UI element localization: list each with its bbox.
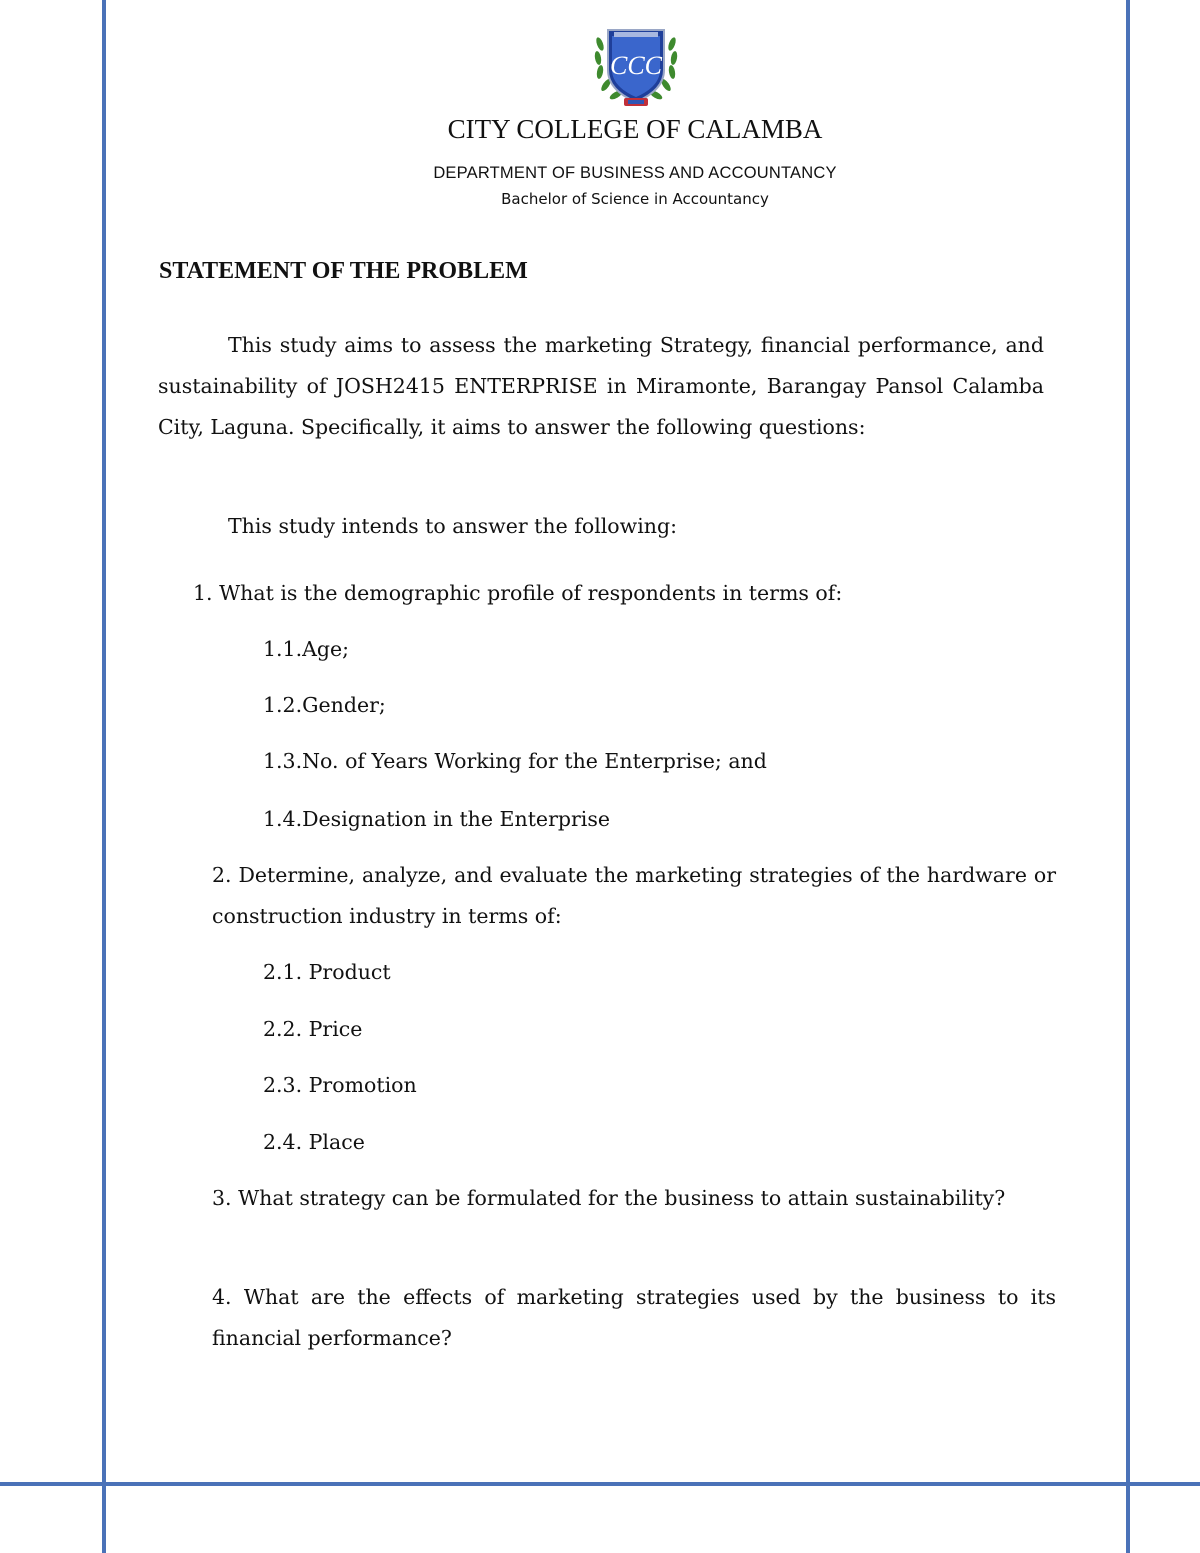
question-1-subitem: 1.3.No. of Years Working for the Enterprise; and: [263, 749, 767, 773]
intro-paragraph: This study aims to assess the marketing Strategy, financial performance, and sustainability of JOSH2415 ENTERPRISE in Miramonte, Barangay Pansol Calamba City, Laguna. Specifically, it aims to answer the following questions:: [158, 333, 1044, 439]
question-2-subitem: 2.3. Promotion: [263, 1073, 417, 1097]
question-2: 2. Determine, analyze, and evaluate the marketing strategies of the hardware or construction industry in terms of:: [212, 863, 1056, 928]
college-name: CITY COLLEGE OF CALAMBA: [447, 114, 823, 144]
question-1-subitem: 1.2.Gender;: [263, 693, 386, 717]
program-name: Bachelor of Science in Accountancy: [501, 190, 769, 208]
logo-monogram: CCC: [609, 51, 663, 80]
left-margin-rule: [102, 0, 106, 1553]
question-1-subitem: 1.4.Designation in the Enterprise: [263, 807, 610, 831]
section-heading: STATEMENT OF THE PROBLEM: [159, 258, 528, 284]
college-logo: [592, 26, 680, 110]
question-4: 4. What are the effects of marketing strategies used by the business to its financial performance?: [212, 1285, 1056, 1350]
question-2-subitem: 2.1. Product: [263, 960, 391, 984]
right-margin-rule: [1126, 0, 1130, 1553]
question-2-subitem: 2.2. Price: [263, 1017, 363, 1041]
lead-in-text: This study intends to answer the following:: [228, 514, 677, 538]
question-3: 3. What strategy can be formulated for the business to attain sustainability?: [212, 1186, 1006, 1210]
bottom-margin-rule: [0, 1482, 1200, 1486]
question-1-subitem: 1.1.Age;: [263, 637, 350, 661]
question-1: 1. What is the demographic profile of respondents in terms of:: [193, 581, 843, 605]
department-name: DEPARTMENT OF BUSINESS AND ACCOUNTANCY: [433, 164, 837, 182]
question-2-subitem: 2.4. Place: [263, 1130, 365, 1154]
